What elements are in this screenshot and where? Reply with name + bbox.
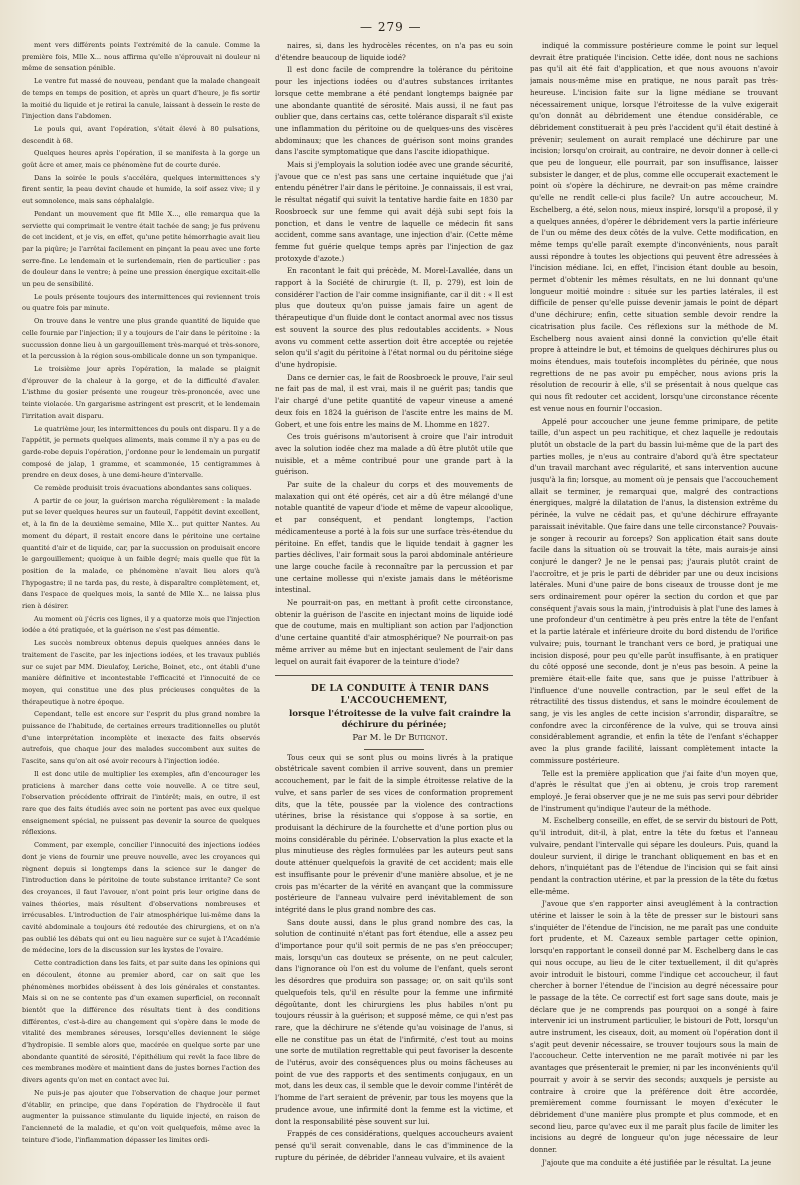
paragraph: Il est donc utile de multiplier les exemples, afin d'encourager les praticiens à marcher dans cette voie nouvelle. A ce titre seul, l'observation précédente offrirait de l'intérêt; mais, en outre, il est rare que des faits étudiés avec soin ne portent pas avec eux quelque enseignement spécial, ne puissent pas devenir la source de quelques réflexions. bbox=[22, 769, 260, 837]
paragraph: Ne pourrait-on pas, en mettant à profit cette circonstance, obtenir la guérison de l'ascite en injectant moins de liquide iodé que de coutume, mais en multipliant son action par l'adjonction d'une certaine quantité d'air atmosphérique? Ne pourrait-on pas même arriver au même but en injectant seulement de l'air dans lequel on aurait fait évaporer de la teinture d'iode? bbox=[275, 598, 513, 666]
paragraph: J'ajoute que ma conduite a été justifiée par le résultat. La jeune bbox=[542, 1157, 772, 1167]
article-subtitle: lorsque l'étroitesse de la vulve fait craindre la déchirure du périnée; bbox=[289, 708, 511, 731]
paragraph: En racontant le fait qui précède, M. Morel-Lavallée, dans un rapport à la Société de chirurgie (t. II, p. 279), est loin de considérer l'action de l'air comme insignifiante, car il dit : « Il est plus que douteux qu'on puisse jamais faire un agent de thérapeutique d'un fluide dont le contact anormal avec nos tissus est souvent la source des plus redoutables accidents. » Nous avons vu comment cette assertion doit être acceptée ou rejetée selon qu'il s'agit du péritoine à l'état normal ou du péritoine siége d'une hydropisie. bbox=[275, 266, 513, 369]
paragraph: ment vers différents points l'extrémité de la canule. Comme la première fois, Mlle X... nous affirma qu'elle n'éprouvait ni douleur ni même de sensation pénible. bbox=[22, 41, 260, 73]
page-header bbox=[0, 6, 800, 36]
paragraph: Telle est la première application que j'ai faite d'un moyen que, d'après le résultat que j'en ai obtenu, je crois trop rarement employé. Je ferai observer que je ne me suis pas servi pour débrider de l'instrument qu'indique l'auteur de la méthode. bbox=[530, 768, 778, 813]
paragraph: M. Eschelberg conseille, en effet, de se servir du bistouri de Pott, qu'il introduit, dit-il, à plat, entre la tête du fœtus et l'anneau vulvaire, pendant l'intervalle qui sépare les douleurs. Puis, quand la douleur survient, il dirige le tranchant obliquement en bas et en dehors, n'inquiétant pas de l'étendue de l'incision qui se fait ainsi pendant la contraction utérine, et par la pression de la tête du fœtus elle-même. bbox=[530, 816, 778, 896]
paragraph: Le pouls qui, avant l'opération, s'était élevé à 80 pulsations, descendit à 68. bbox=[22, 124, 260, 145]
paragraph: Le pouls présente toujours des intermittences qui reviennent trois ou quatre fois par minute. bbox=[22, 292, 260, 313]
article-author bbox=[275, 733, 513, 745]
paragraph: Cette contradiction dans les faits, et par suite dans les opinions qui en découlent, étonne au premier abord, car on sait que les phénomènes morbides obéissent à des lois générales et constantes. Mais si on ne se contente pas d'un examen superficiel, on reconnaît bientôt que la différence des résultats tient à des conditions différentes, c'est-à-dire au changement qui s'opère dans le mode de vitalité des membranes séreuses, lorsqu'elles deviennent le siége d'hydropisie. Il semble alors que, macérée en quelque sorte par une abondante quantité de sérosité, l'épithélium qui revêt la face libre de ces membranes modère et maintient dans de justes bornes l'action des divers agents qu'on met en contact avec lui. bbox=[22, 959, 260, 1085]
paragraph: Pendant un mouvement que fit Mlle X..., elle remarqua que la serviette qui comprimait le ventre était tachée de sang; je fus prévenu de cet incident, et je vis, en effet, qu'une petite hémorrhagie avait lieu par la piqûre; je l'arrêtai facilement en pinçant la peau avec une forte serre-fine. Le lendemain et le surlendemain, rien de particulier : pas de douleur dans le ventre; à peine une pression énergique excitait-elle un peu de sensibilité. bbox=[22, 209, 260, 289]
paragraph: indiqué la commissure postérieure comme le point sur lequel devrait être pratiquée l'incision. Cette idée, dont nous ne sachions pas qu'il ait été fait d'application, et que nous avouons n'avoir jamais nous-même mise en pratique, ne nous paraît pas très-heureuse. L'incision faite sur la ligne médiane se trouvant nécessairement unique, lorsque l'étroitesse de la vulve exigerait qu'on donnât au débridement une étendue considérable, ce débridement constituerait à peu près l'accident qu'il était destiné à prévenir; seulement on aurait remplacé une déchirure par une incision; lorsqu'on croirait, au contraire, ne devoir donner à celle-ci que peu de longueur, elle pourrait, par son insuffisance, laisser subsister le danger, et de plus, comme elle occuperait exactement le point où s'opère la déchirure, ne devrait-on pas même craindre qu'elle ne rendît celle-ci plus facile? Un autre accoucheur, M. Eschelberg, a été, selon nous, mieux inspiré, lorsqu'il a proposé, il y a quelques années, d'opérer le débridement vers la partie inférieure de l'un ou même des deux côtés de la vulve. Cette modification, en même temps qu'elle paraît exempte d'inconvénients, nous paraît aussi répondre à toutes les objections qui peuvent être adressées à l'incision médiane. Ici, en effet, l'incision étant double au besoin, permet d'obtenir les mêmes résultats, en ne lui donnant qu'une longueur moitié moindre : située sur les parties latérales, il est difficile de penser qu'elle puisse devenir jamais le point de départ d'une déchirure; enfin, cette situation semble devoir rendre la cicatrisation plus facile. Ces réflexions sur la méthode de M. Eschelberg nous avaient ainsi donné la conviction qu'elle était propre à atteindre le but, et témoins de quelques déchirures plus ou moins étendues, mais toutefois incomplètes du périnée, que nous regrettions de ne pas avoir pu empêcher, nous avions pris la résolution de recourir à elle, s'il se présentait à nous quelque cas qui nous fît redouter cet accident, lorsqu'une circonstance récente est venue nous en fournir l'occasion. bbox=[530, 41, 778, 413]
middle-column bbox=[275, 40, 513, 1180]
paragraph: Les succès nombreux obtenus depuis quelques années dans le traitement de l'ascite, par les injections iodées, et les travaux publiés sur ce sujet par MM. Dieulafoy, Leriche, Boinet, etc., ont établi d'une manière définitive et incontestable l'efficacité et l'innocuité de ce moyen, qui constitue une des plus précieuses conquêtes de la thérapeutique à notre époque. bbox=[22, 639, 260, 706]
paragraph: Au moment où j'écris ces lignes, il y a quatorze mois que l'injection iodée a été pratiquée, et la guérison ne s'est pas démentie. bbox=[22, 614, 260, 635]
paragraph: Comment, par exemple, concilier l'innocuité des injections iodées dont je viens de fournir une preuve nouvelle, avec les croyances qui règnent depuis si longtemps dans la science sur le danger de l'introduction dans le péritoine de toute substance irritante? Ce sont des croyances, il faut l'avouer, n'ont point pris leur origine dans de vaines théories, mais résultent d'observations nombreuses et irrécusables. L'introduction de l'air atmosphérique lui-même dans la cavité abdominale a toujours été redoutée des chirurgiens, et on n'a pas oublié les débats qui ont eu lieu naguère sur ce sujet à l'Académie de médecine, lors de la discussion sur les kystes de l'ovaire. bbox=[22, 841, 260, 955]
paragraph: Tous ceux qui se sont plus ou moins livrés à la pratique obstétricale savent combien il arrive souvent, dans un premier accouchement, par le fait de la simple étroitesse relative de la vulve, et sans parler de ses vices de conformation proprement dits, que la tête, poussée par la violence des contractions utérines, brise la résistance qui s'oppose à sa sortie, en produisant la déchirure de la fourchette et d'une portion plus ou moins considérable du périnée. L'observation la plus exacte et la plus minutieuse des règles formulées par les auteurs peut sans doute atténuer quelquefois la gravité de cet accident; mais elle est insuffisante pour le prévenir d'une manière absolue, et je ne crois pas m'écarter de la vérité en avançant que la commissure postérieure de l'anneau vulvaire perd inévitablement de son intégrité dans le plus grand nombre des cas. bbox=[275, 752, 513, 914]
paragraph: Quelques heures après l'opération, il se manifesta à la gorge un goût âcre et amer, mais ce phénomène fut de courte durée. bbox=[22, 149, 260, 170]
paragraph: Il est donc facile de comprendre la tolérance du péritoine pour les injections iodées ou d'autres substances irritantes lorsque cette membrane a été pendant longtemps baignée par une abondante quantité de sérosité. Mais aussi, il ne faut pas oublier que, dans certains cas, cette tolérance disparaît s'il existe une inflammation du péritoine ou de quelques-uns des viscères abdominaux; que les chances de guérison sont moins grandes dans l'ascite symptomatique que dans l'ascite idiopathique. bbox=[275, 65, 513, 157]
article-heading bbox=[275, 675, 513, 750]
paragraph: On trouve dans le ventre une plus grande quantité de liquide que celle fournie par l'injection; il y a toujours de l'air dans le péritoine : la succussion donne lieu à un gargouillement très-marqué et très-sonore, et la percussion à la région sous-ombilicale donne un son tympanique. bbox=[22, 317, 260, 361]
paragraph: naires, si, dans les hydrocèles récentes, on n'a pas eu soin d'étendre beaucoup de liquide iodé? bbox=[275, 41, 513, 62]
paragraph: Le ventre fut massé de nouveau, pendant que la malade changeait de temps en temps de position, et après un quart d'heure, je fis sortir la moitié du liquide et je retirai la canule, laissant à dessein le reste de l'injection dans l'abdomen. bbox=[22, 77, 260, 121]
paragraph: Mais si j'employais la solution iodée avec une grande sécurité, j'avoue que ce n'est pas sans une certaine inquiétude que j'ai entendu pénétrer l'air dans le péritoine. Je connaissais, il est vrai, le résultat négatif qui suivit la tentative hardie faite en 1830 par Roosbroeck sur une femme qui avait déjà subi sept fois la ponction, et dans le ventre de laquelle ce médecin fit sans accident, comme sans avantage, une injection d'air. (Cette même femme fut guérie quelque temps après par l'injection de gaz protoxyde d'azote.) bbox=[275, 160, 513, 263]
paragraph: Le quatrième jour, les intermittences du pouls ont disparu. Il y a de l'appétit, je permets quelques aliments, mais comme il n'y a pas eu de garde-robe depuis l'opération, j'ordonne pour le lendemain un purgatif composé de jalap, 1 gramme, et scammonée, 15 centigrammes à prendre en deux doses, à une demi-heure d'intervalle. bbox=[22, 424, 260, 480]
paragraph: A partir de ce jour, la guérison marcha régulièrement : la malade put se lever quelques heures sur un fauteuil, l'appétit devint excellent, et, à la fin de la deuxième semaine, Mlle X... put quitter Nantes. Au moment du départ, il restait encore dans le péritoine une certaine quantité d'air et de liquide, car, par la succussion on produisait encore le gargouillement; quoique à un faible degré; mais quelle que fût la position de la malade, ce phénomène n'avait lieu alors qu'à l'hypogastre; il ne tarda pas, du reste, à disparaître complètement, et, dans l'espace de quelques mois, la santé de Mlle X... ne laissa plus rien à désirer. bbox=[22, 496, 260, 611]
article-title: DE LA CONDUITE À TENIR DANS L'ACCOUCHEMENT, bbox=[310, 684, 490, 706]
paragraph: Sans doute aussi, dans le plus grand nombre des cas, la solution de continuité n'étant pas fort étendue, elle a assez peu d'importance pour qu'il soit permis de ne pas s'en préoccuper; mais, lorsqu'un cas douteux se présente, on ne peut calculer, dans l'ignorance où l'on est du volume de l'enfant, quels seront les désordres que produira son passage; or, on sait qu'ils sont quelquefois tels, qu'il en résulte pour la femme une infirmité dégoûtante, dont les chirurgiens les plus habiles n'ont pu toujours réussir à la guérison; et supposé même, ce qui n'est pas rare, que la déchirure ne s'étende qu'au voisinage de l'anus, si elle ne constitue pas un état de l'infirmité, c'est tout au moins une sorte de mutilation regrettable qui peut favoriser la descente de l'utérus, avoir des conséquences plus ou moins fâcheuses au point de vue des rapports et des sentiments conjugaux, en un mot, dans les deux cas, il semble que le devoir comme l'intérêt de l'homme de l'art seraient de prévenir, par tous les moyens que la prudence avoue, une infirmité dont la femme est la victime, et dont la responsabilité pèse souvent sur lui. bbox=[275, 917, 513, 1126]
paragraph: Ces trois guérisons m'autorisent à croire que l'air introduit avec la solution iodée chez ma malade a dû être plutôt utile que nuisible, et a même contribué pour une grande part à la guérison. bbox=[275, 432, 513, 477]
right-column bbox=[530, 40, 778, 1180]
paragraph: Dans la soirée le pouls s'accéléra, quelques intermittences s'y firent sentir, la peau devint chaude et humide, la soif assez vive; il y eut somnolence, mais sans céphalalgie. bbox=[22, 173, 260, 206]
paragraph: J'avoue que s'en rapporter ainsi aveuglément à la contraction utérine et laisser le soin à la tête de presser sur le bistouri sans s'inquiéter de l'étendue de l'incision, ne me paraît pas une conduite fort prudente, et M. Cazeaux semble partager cette opinion, lorsqu'en rapportant le conseil donné par M. Eschelberg dans le cas qui nous occupe, au lieu de le citer textuellement, il dit qu'après avoir introduit le bistouri, comme l'indique cet accoucheur, il faut chercher à borner l'étendue de l'incision au degré nécessaire pour le passage de la tête. Ce correctif est fort sage sans doute, mais je déclare que je ne comprends pas pourquoi on a songé à faire intervenir ici un instrument particulier, le bistouri de Pott, lorsqu'un autre instrument, les ciseaux, doit, au moment où l'opération dont il s'agit peut devenir nécessaire, se trouver toujours sous la main de l'accoucheur. Cette intervention ne me paraît motivée ni par les avantages que présenterait le premier, ni par les inconvénients qu'il pourrait y avoir à se servir des seconds; auxquels je persiste au contraire à croire que la préférence doit être accordée, premièrement comme fournissant le moyen d'exécuter le débridement d'une manière plus prompte et plus commode, et en second lieu, parce qu'avec eux il me paraît plus facile de limiter les incisions au degré de longueur qu'on juge nécessaire de leur donner. bbox=[530, 899, 778, 1155]
paragraph: Par suite de la chaleur du corps et des mouvements de malaxation qui ont été opérés, cet air a dû être mélangé d'une notable quantité de vapeur d'iode et même de vapeur alcoolique, et par conséquent, et pendant longtemps, l'action médicamenteuse a porté à la fois sur une surface très-étendue du péritoine. En effet, tandis que le liquide tendait à gagner les parties déclives, l'air formait sous la paroi abdominale antérieure une large couche facile à reconnaître par la percussion et par une certaine mollesse qui n'existe jamais dans le météorisme intestinal. bbox=[275, 480, 513, 595]
paragraph: Dans ce dernier cas, le fait de Roosbroeck le prouve, l'air seul ne fait pas de mal, il est vrai, mais il ne guérit pas; tandis que l'air chargé d'une petite quantité de vapeur vineuse a amené deux fois en 1824 la guérison de l'ascite entre les mains de M. Gobert, et une fois entre les mains de M. Lhomme en 1827. bbox=[275, 372, 513, 429]
paragraph: Ne puis-je pas ajouter que l'observation de chaque jour permet d'établir, en principe, que dans l'opération de l'hydrocèle il faut augmenter la puissance stimulante du liquide injecté, en raison de l'ancienneté de la maladie, et qu'on voit quelquefois, même avec la teinture d'iode, l'inflammation dépasser les limites ordi- bbox=[22, 1088, 260, 1144]
paragraph: Frappés de ces considérations, quelques accoucheurs avaient pensé qu'il serait convenable, dans le cas d'imminence de la rupture du périnée, de débrider l'anneau vulvaire, et ils avaient bbox=[275, 1129, 513, 1162]
paragraph: Le troisième jour après l'opération, la malade se plaignit d'éprouver de la chaleur à la gorge, et de la difficulté d'avaler. L'isthme du gosier présente une rougeur très-prononcée, avec une teinte violacée. Un gargarisme astringent est prescrit, et le lendemain l'irritation avait disparu. bbox=[22, 364, 260, 420]
left-column bbox=[22, 40, 260, 1180]
paragraph: Appelé pour accoucher une jeune femme primipare, de petite taille, d'un aspect un peu rachitique, et chez laquelle je redoutais plutôt un obstacle de la part du bassin lui-même que de la part des parties molles, je n'eus au contraire d'abord qu'à être spectateur d'un travail marchant avec régularité, et sans intervention aucune jusqu'à la fin; lorsque, au moment où je pensais que l'accouchement allait se terminer, je remarquai que, malgré des contractions énergiques, malgré la dilatation de l'anus, la distension extrême du périnée, la vulve ne cédait pas, et qu'une déchirure effrayante paraissait inévitable. Que faire dans une telle circonstance? Pouvais-je songer à recourir au forceps? Son application était sans doute facile dans la situation où se trouvait la tête, mais aurais-je ainsi conjuré le danger? Je ne le pensai pas; j'aurais plutôt craint de l'accroître, et je pris le parti de débrider par une ou deux incisions latérales. Muni d'une paire de bons ciseaux de trousse dont je me sers ordinairement pour opérer la section du cordon et que par conséquent j'avais sous la main, j'introduisis à plat l'une des lames à une profondeur d'un centimètre à peu près entre la tête de l'enfant et la partie latérale et inférieure droite du bord distendu de l'orifice vulvaire; puis, tournant le tranchant vers ce bord, je pratiquai une incision disposé, pour peu qu'elle parût insuffisante, à en pratiquer du côté opposé une seconde, dont je n'eus pas besoin. A peine la première était-elle faite que, sans que je puisse l'attribuer à l'influence d'une nouvelle contraction, par le seul effet de la rétractilité des tissus distendus, et sans le moindre écoulement de sang, je vis les angles de cette incision s'arrondir, disparaître, se confondre avec la circonférence de la vulve, qui se trouva ainsi considérablement agrandie, et enfin la tête de l'enfant s'échapper avec la plus grande facilité, laissant complètement intacte la commissure postérieure. bbox=[530, 416, 778, 765]
page-number: — 279 — bbox=[360, 20, 422, 34]
paragraph: Ce remède produisit trois évacuations abondantes sans coliques. bbox=[34, 484, 252, 493]
divider bbox=[364, 749, 424, 750]
paragraph: Cependant, telle est encore sur l'esprit du plus grand nombre la puissance de l'habitude, de certaines erreurs traditionnelles ou plutôt d'une interprétation incomplète et inexacte des faits observés autrefois, que chaque jour des malades succombent aux suites de l'ascite, sans qu'on ait osé avoir recours à l'injection iodée. bbox=[22, 710, 260, 766]
author-name: Butignot. bbox=[408, 733, 448, 744]
author-prefix: Par M. le Dr bbox=[352, 733, 406, 744]
